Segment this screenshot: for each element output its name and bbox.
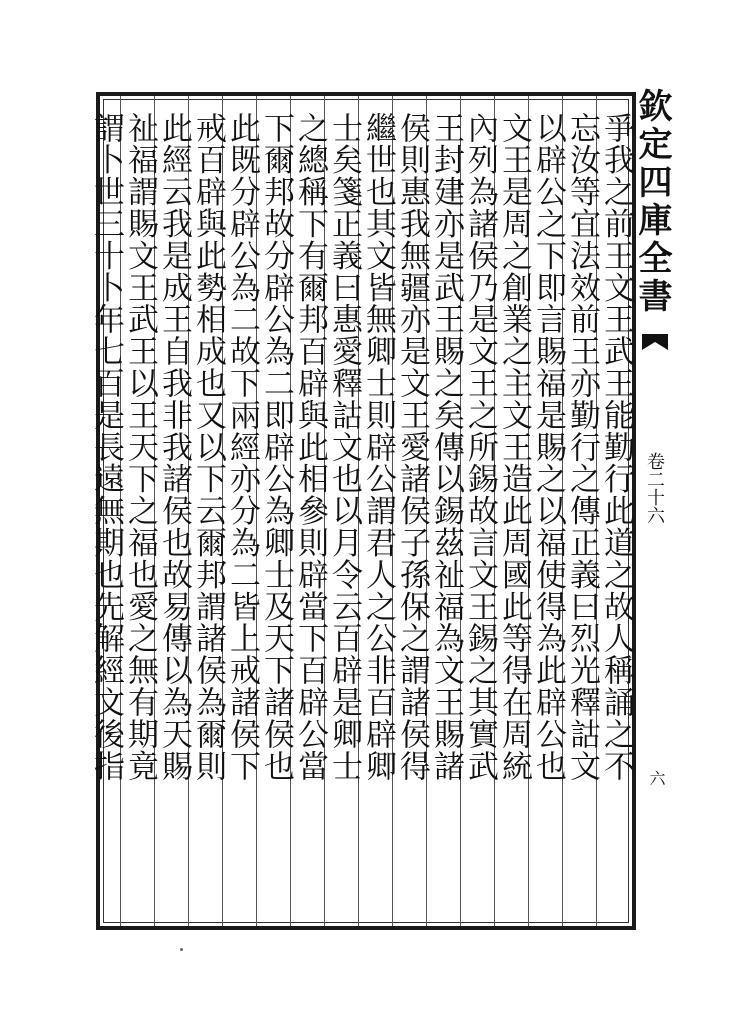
text-column: 忘汝等宜法效前王亦勤行之傳正義曰烈光釋詁文 [564,112,600,782]
page-number: 六 [647,770,666,786]
book-title: 欽定四庫全書 [632,88,672,316]
text-column: 此既分辟公為二故下兩經亦分為二皆上戒諸侯下 [224,112,260,782]
text-column: 士矣箋正義曰惠愛釋詁文也以月令云百辟是卿士 [326,112,362,782]
text-column: 之總稱下有爾邦百辟與此相參則辟當下百辟公當 [292,112,328,782]
text-column: 謂卜世三十卜年七百是長遠無期也先解經文後指 [88,112,124,782]
fishtail-mark-icon [640,330,670,360]
text-column: 內列為諸侯乃是文王之所錫故言文王錫之其實武 [462,112,498,782]
text-column: 王封建亦是武王賜之矣傳以錫茲祉福為文王賜諸 [428,112,464,782]
text-column: 爭我之前王文王武王能勤行此道之故人稱誦之不 [598,112,634,782]
text-column: 此經云我是成王自我非我諸侯也故易傳以為天賜 [156,112,192,782]
text-column: 祉福謂賜文王武王以王天下之福也愛之無有期竟 [122,112,158,782]
text-column: 戒百辟與此勢相成也又以下云爾邦謂諸侯為爾則 [190,112,226,782]
ink-speck [180,948,183,951]
chapter-number: 卷二十六 [644,452,665,524]
text-column: 以辟公之下即言賜福是賜之以福使得為此辟公也 [530,112,566,782]
text-column: 文王是周之創業之主文王造此周國此等得在周統 [496,112,532,782]
text-column: 侯則惠我無疆亦是文王愛諸侯子孫保之謂諸侯得 [394,112,430,782]
text-column: 下爾邦故分辟公為二即辟公為卿士及天下諸侯也 [258,112,294,782]
text-column: 繼世也其文皆無卿士則辟公謂君人之公非百辟卿 [360,112,396,782]
